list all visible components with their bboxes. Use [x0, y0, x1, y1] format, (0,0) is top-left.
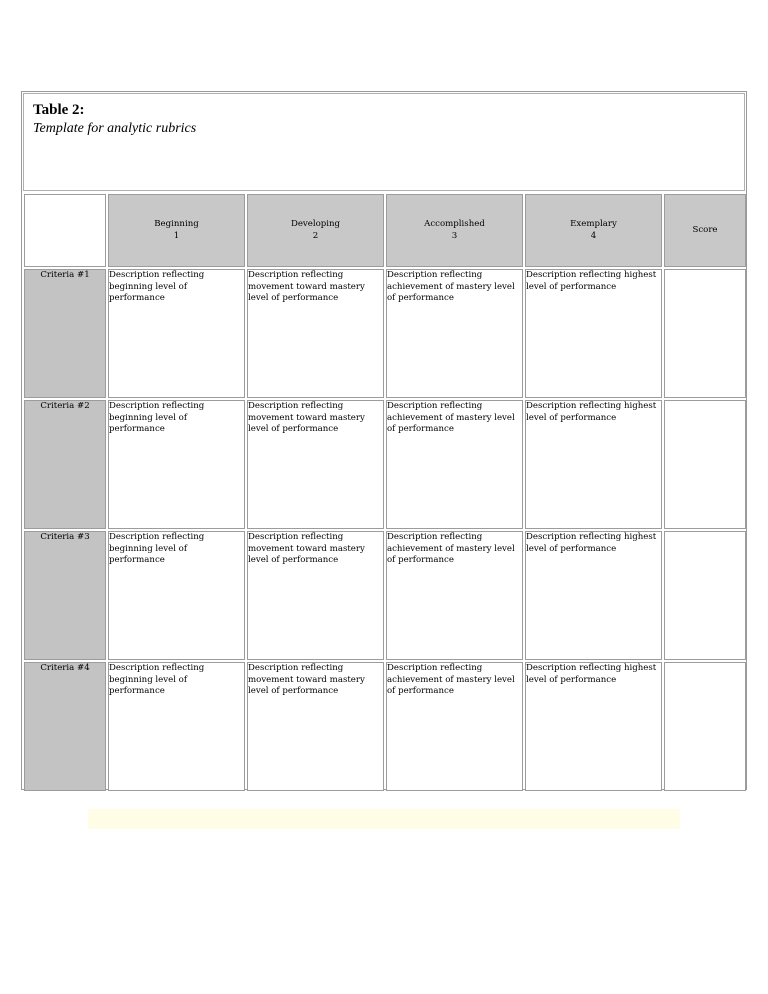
table-caption [23, 93, 745, 191]
description-cell: Description reflecting beginning level of performance [108, 662, 245, 791]
score-cell [664, 662, 746, 791]
description-cell: Description reflecting movement toward mastery level of performance [247, 531, 384, 660]
description-cell: Description reflecting movement toward mastery level of performance [247, 400, 384, 529]
criteria-label: Criteria #2 [24, 400, 106, 529]
description-cell: Description reflecting beginning level of performance [108, 400, 245, 529]
score-header: Score [664, 194, 746, 267]
description-cell: Description reflecting achievement of mastery level of performance [386, 269, 523, 398]
table-title: Table 2: [33, 102, 85, 118]
header-row [24, 194, 746, 267]
description-cell: Description reflecting beginning level of performance [108, 269, 245, 398]
score-cell [664, 269, 746, 398]
score-cell [664, 400, 746, 529]
criteria-row-4 [24, 662, 746, 791]
rubric-table [22, 192, 748, 793]
table-subtitle: Template for analytic rubrics [33, 121, 197, 136]
highlight-bar [88, 809, 680, 829]
level-number: 2 [312, 230, 319, 241]
level-name: Exemplary [570, 219, 617, 229]
corner-cell [24, 194, 106, 267]
level-number: 3 [451, 230, 458, 241]
score-cell [664, 531, 746, 660]
description-cell: Description reflecting highest level of performance [525, 662, 662, 791]
criteria-row-1 [24, 269, 746, 398]
description-cell: Description reflecting highest level of performance [525, 400, 662, 529]
description-cell: Description reflecting highest level of performance [525, 531, 662, 660]
level-name: Developing [290, 219, 341, 229]
level-name: Accomplished [424, 219, 485, 229]
description-cell: Description reflecting achievement of mastery level of performance [386, 662, 523, 791]
level-header-beginning [108, 194, 245, 267]
level-name: Beginning [154, 219, 199, 229]
description-cell: Description reflecting highest level of performance [525, 269, 662, 398]
criteria-label: Criteria #1 [24, 269, 106, 398]
level-header-developing [247, 194, 384, 267]
description-cell: Description reflecting movement toward mastery level of performance [247, 662, 384, 791]
description-cell: Description reflecting movement toward mastery level of performance [247, 269, 384, 398]
criteria-row-3 [24, 531, 746, 660]
description-cell: Description reflecting achievement of mastery level of performance [386, 400, 523, 529]
description-cell: Description reflecting beginning level of performance [108, 531, 245, 660]
level-number: 4 [590, 230, 597, 241]
criteria-row-2 [24, 400, 746, 529]
level-header-exemplary [525, 194, 662, 267]
criteria-label: Criteria #3 [24, 531, 106, 660]
level-header-accomplished [386, 194, 523, 267]
level-number: 1 [173, 230, 180, 241]
description-cell: Description reflecting achievement of mastery level of performance [386, 531, 523, 660]
criteria-label: Criteria #4 [24, 662, 106, 791]
